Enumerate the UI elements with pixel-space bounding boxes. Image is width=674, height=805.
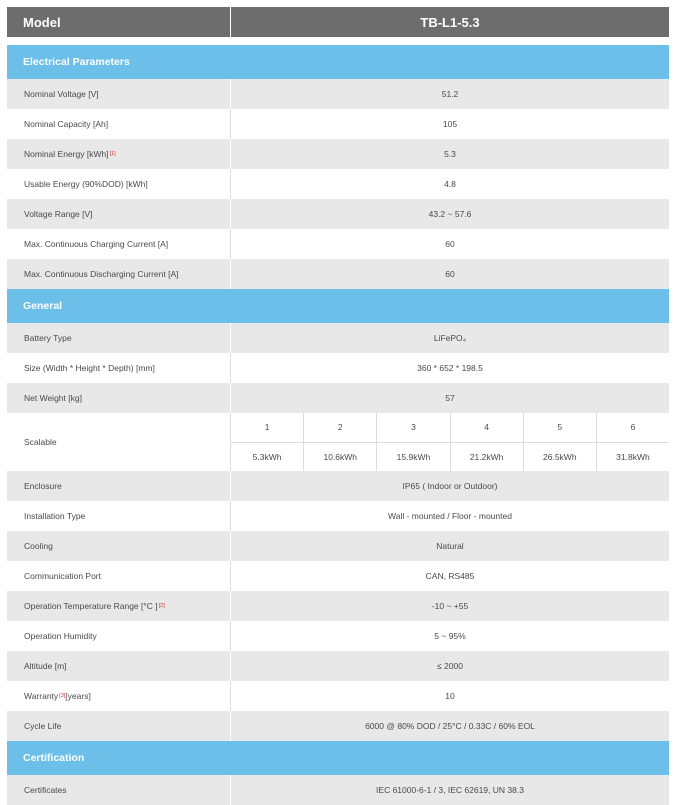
scalable-grid [231, 413, 669, 471]
label-net-weight: Net Weight [kg] [7, 383, 231, 413]
value-altitude: ≤ 2000 [437, 661, 463, 671]
label-discharging-current: Max. Continuous Discharging Current [A] [7, 259, 231, 289]
row-nominal-capacity [7, 109, 669, 139]
label-operation-temperature-cell: Operation Temperature Range [°C ] [2] [7, 591, 231, 621]
scalable-unit-count: 6 [597, 413, 669, 443]
scalable-column [451, 413, 524, 471]
value-net-weight: 57 [445, 393, 455, 403]
model-label: Model [7, 7, 231, 37]
label-battery-type: Battery Type [7, 323, 231, 353]
label-usable-energy: Usable Energy (90%DOD) [kWh] [7, 169, 231, 199]
model-header-row [7, 7, 669, 37]
row-scalable [7, 413, 669, 471]
value-nominal-energy: 5.3 [444, 149, 456, 159]
value-operation-humidity: 5 ~ 95% [434, 631, 466, 641]
scalable-energy: 31.8kWh [616, 451, 650, 462]
row-nominal-energy [7, 139, 669, 169]
value-size: 360 * 652 * 198.5 [417, 363, 483, 373]
scalable-energy: 21.2kWh [469, 451, 504, 462]
scalable-column [231, 413, 304, 471]
row-net-weight [7, 383, 669, 413]
value-usable-energy: 4.8 [444, 179, 456, 189]
scalable-column [377, 413, 450, 471]
value-battery-type: LiFePO₄ [433, 333, 467, 343]
value-enclosure: IP65 ( Indoor or Outdoor) [402, 481, 498, 491]
value-nominal-capacity: 105 [442, 119, 458, 129]
scalable-energy: 15.9kWh [396, 451, 431, 462]
row-discharging-current [7, 259, 669, 289]
label-nominal-capacity: Nominal Capacity [Ah] [7, 109, 231, 139]
value-certificates: IEC 61000-6-1 / 3, IEC 62619, UN 38.3 [376, 785, 524, 795]
section-certification: Certification [7, 741, 669, 775]
scalable-energy: 5.3kWh [252, 451, 282, 462]
value-nominal-voltage: 51.2 [441, 89, 459, 99]
label-warranty: Warranty [24, 691, 59, 701]
scalable-column [304, 413, 377, 471]
label-operation-temperature: Operation Temperature Range [°C ] [24, 601, 158, 611]
label-installation-type: Installation Type [7, 501, 231, 531]
value-voltage-range: 43.2 ~ 57.6 [428, 209, 472, 219]
row-nominal-voltage [7, 79, 669, 109]
label-charging-current: Max. Continuous Charging Current [A] [7, 229, 231, 259]
scalable-energy: 10.6kWh [323, 451, 358, 462]
value-warranty: 10 [445, 691, 455, 701]
label-communication-port: Communication Port [7, 561, 231, 591]
scalable-unit-count: 3 [377, 413, 449, 443]
scalable-energy: 26.5kWh [543, 451, 577, 462]
value-discharging-current: 60 [445, 269, 455, 279]
value-communication-port: CAN, RS485 [425, 571, 475, 581]
value-cooling: Natural [436, 541, 464, 551]
row-operation-humidity [7, 621, 669, 651]
scalable-unit-count: 4 [451, 413, 523, 443]
scalable-unit-count: 2 [304, 413, 376, 443]
value-cycle-life: 6000 @ 80% DOD / 25°C / 0.33C / 60% EOL [365, 721, 535, 731]
spec-sheet [7, 7, 669, 805]
label-nominal-energy-cell: Nominal Energy [kWh] [1] [7, 139, 231, 169]
row-operation-temperature [7, 591, 669, 621]
label-altitude: Altitude [m] [7, 651, 231, 681]
label-certificates: Certificates [7, 775, 231, 805]
row-voltage-range [7, 199, 669, 229]
scalable-column [597, 413, 669, 471]
label-voltage-range: Voltage Range [V] [7, 199, 231, 229]
model-value: TB-L1-5.3 [420, 14, 480, 30]
scalable-unit-count: 1 [231, 413, 303, 443]
value-operation-temperature: -10 ~ +55 [431, 601, 469, 611]
scalable-unit-count: 5 [524, 413, 596, 443]
row-usable-energy [7, 169, 669, 199]
value-charging-current: 60 [445, 239, 455, 249]
row-enclosure [7, 471, 669, 501]
label-cooling: Cooling [7, 531, 231, 561]
value-installation-type: Wall - mounted / Floor - mounted [388, 511, 512, 521]
row-cycle-life [7, 711, 669, 741]
label-cycle-life: Cycle Life [7, 711, 231, 741]
row-certificates [7, 775, 669, 805]
label-size: Size (Width * Height * Depth) [mm] [7, 353, 231, 383]
label-scalable: Scalable [7, 413, 231, 471]
row-battery-type [7, 323, 669, 353]
section-general: General [7, 289, 669, 323]
label-enclosure: Enclosure [7, 471, 231, 501]
label-warranty-unit: [years] [65, 691, 91, 701]
row-charging-current [7, 229, 669, 259]
row-altitude [7, 651, 669, 681]
row-cooling [7, 531, 669, 561]
row-size [7, 353, 669, 383]
label-warranty-cell: Warranty [3] [years] [7, 681, 231, 711]
label-nominal-voltage: Nominal Voltage [V] [7, 79, 231, 109]
label-operation-humidity: Operation Humidity [7, 621, 231, 651]
label-nominal-energy: Nominal Energy [kWh] [24, 149, 109, 159]
row-warranty [7, 681, 669, 711]
section-electrical-parameters: Electrical Parameters [7, 45, 669, 79]
row-installation-type [7, 501, 669, 531]
row-communication-port [7, 561, 669, 591]
scalable-column [524, 413, 597, 471]
